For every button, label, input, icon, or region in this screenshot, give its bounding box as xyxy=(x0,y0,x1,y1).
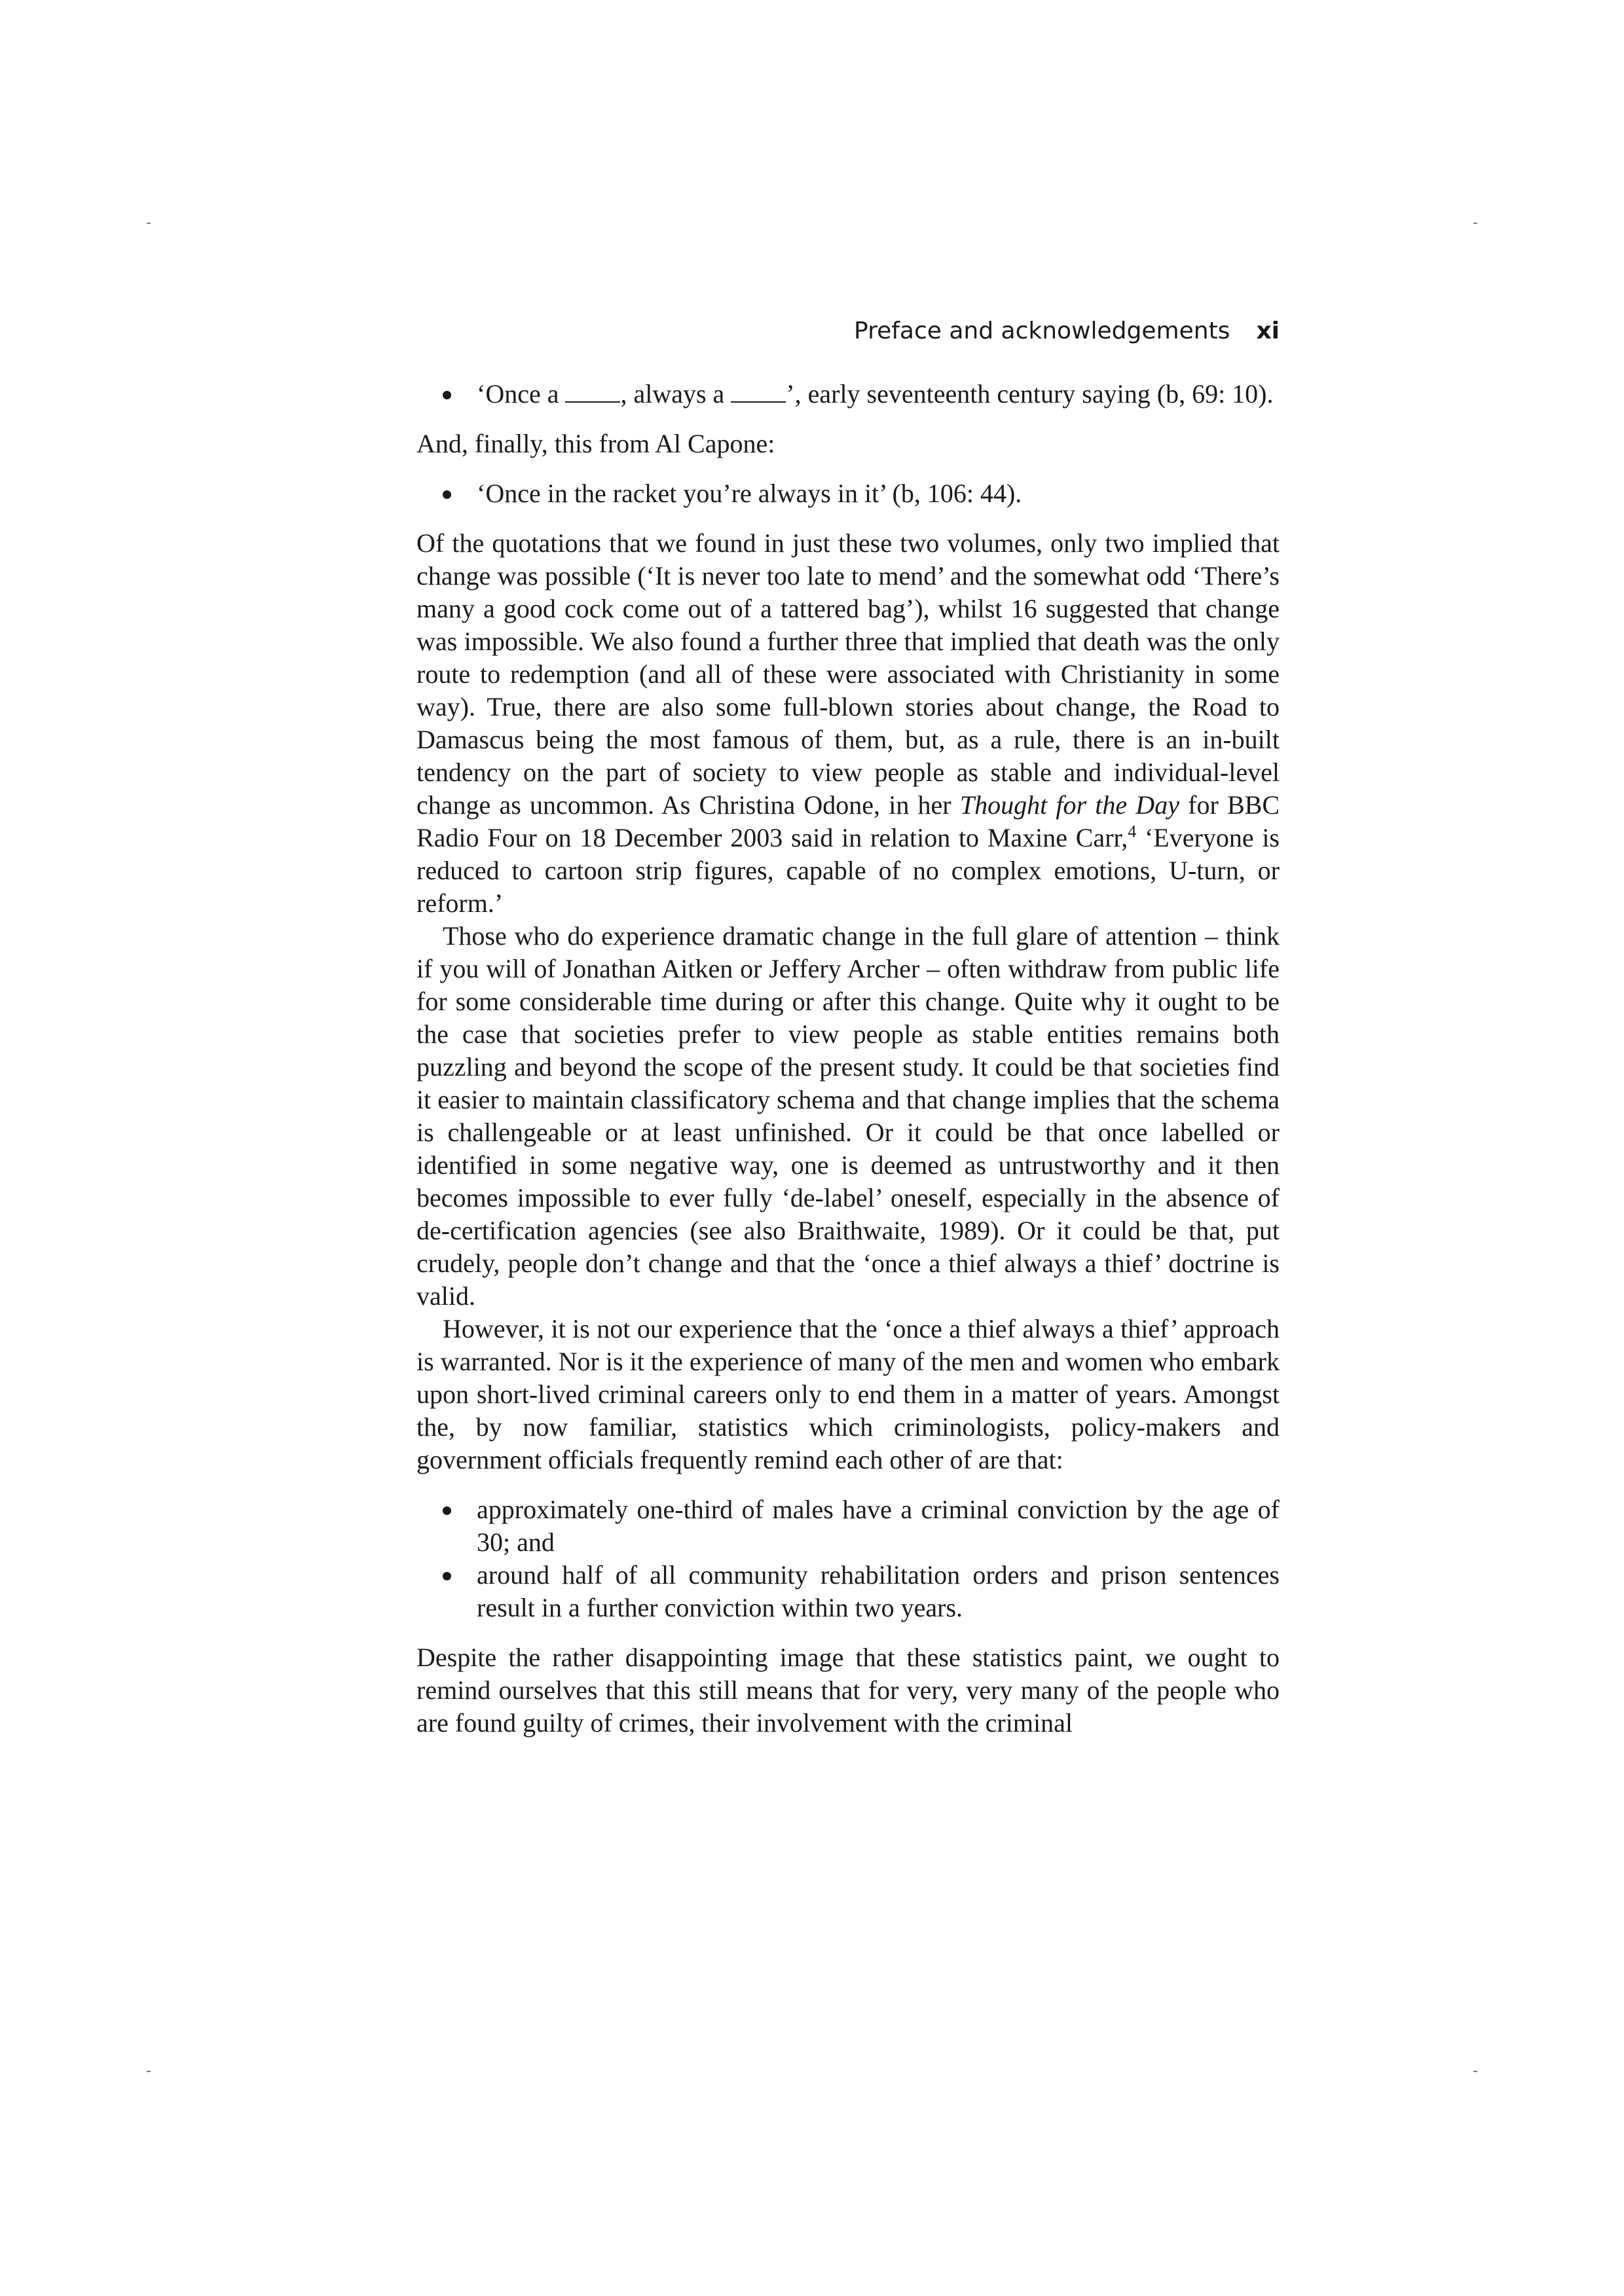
paragraph-however: However, it is not our experience that the ‘once a thief always a thief’ approach is warranted. Nor is it the experience of many of the men and women who embark upon short-lived criminal careers only to end them in a matter of years. Amongst the, by now familiar, statistics which criminologists, policy-makers and government officials frequently remind each other of are that: xyxy=(416,1314,1280,1474)
body-text xyxy=(416,378,1280,1740)
bullet-icon xyxy=(443,1572,451,1580)
saying-text-middle: , always a xyxy=(620,379,731,409)
paragraph-dramatic-change: Those who do experience dramatic change in the full glare of attention – think if you will of Jonathan Aitken or Jeffery Archer – often withdraw from public life for some considerable time during or after this change. Quite why it ought to be the case that societies prefer to view people as stable entities remains both puzzling and beyond the scope of the present study. It could be that societies find it easier to maintain classificatory schema and that change implies that the schema is challengeable or at least unfinished. Or it could be that once labelled or identified in some negative way, one is deemed as untrustworthy and it then becomes impossible to ever fully ‘de-label’ oneself, especially in the absence of de-certification agencies (see also Braithwaite, 1989). Or it could be that, put crudely, people don’t change and that the ‘once a thief always a thief’ doctrine is valid. xyxy=(416,921,1280,1311)
bullet-icon xyxy=(443,490,451,499)
running-head-title: Preface and acknowledgements xyxy=(854,318,1230,344)
bullet-list-sayings xyxy=(416,378,1280,410)
crop-mark-top-left xyxy=(147,223,151,224)
programme-title: Thought for the Day xyxy=(959,790,1179,820)
page-number: xi xyxy=(1256,318,1280,344)
paragraph-capone-intro: And, finally, this from Al Capone: xyxy=(416,429,775,458)
bullet-list-statistics xyxy=(416,1493,1280,1624)
paragraph-text: for BBC Radio Four on 18 December 2003 said in relation to Maxine Carr, xyxy=(416,790,1280,852)
crop-mark-bottom-left xyxy=(147,2071,151,2072)
list-item xyxy=(416,1559,1280,1624)
list-item xyxy=(416,477,1280,510)
crop-mark-bottom-right xyxy=(1473,2071,1477,2072)
capone-quote: ‘Once in the racket you’re always in it’ (b, 106: 44). xyxy=(477,479,1022,508)
paragraph-text: Of the quotations that we found in just these two volumes, only two implied that change was possible (‘It is never too late to mend’ and the somewhat odd ‘There’s many a good cock come out of a tattered bag’), whilst 16 suggested that change was impossible. We also found a further three that implied that death was the only route to redemption (and all of these were associated with Christianity in some way). True, there are also some full-blown stories about change, the Road to Damascus being the most famous of them, but, as a rule, there is an in-built tendency on the part of society to view people as stable and individual-level change as uncommon. As Christina Odone, in her xyxy=(416,528,1280,820)
bullet-icon xyxy=(443,1506,451,1515)
crop-mark-top-right xyxy=(1473,223,1477,224)
fill-in-blank xyxy=(731,380,786,403)
footnote-marker[interactable]: 4 xyxy=(1128,822,1137,841)
running-head xyxy=(416,314,1280,348)
paragraph-quotations xyxy=(416,527,1280,920)
list-item xyxy=(416,378,1280,410)
list-item xyxy=(416,1493,1280,1559)
saying-text-end: ’, early seventeenth century saying (b, 69: 10). xyxy=(786,379,1274,409)
bullet-list-capone xyxy=(416,477,1280,510)
paragraph-text: ‘Everyone is reduced to cartoon strip figures, capable of no complex emotions, U-turn, or reform.’ xyxy=(416,823,1280,918)
bullet-icon xyxy=(443,391,451,399)
statistic-text: around half of all community rehabilitation orders and prison sentences result in a further conviction within two years. xyxy=(477,1560,1280,1622)
saying-text-start: ‘Once a xyxy=(477,379,566,409)
statistic-text: approximately one-third of males have a criminal conviction by the age of 30; and xyxy=(477,1495,1280,1557)
paragraph-despite: Despite the rather disappointing image that these statistics paint, we ought to remind ourselves that this still means that for very, very many of the people who are found guilty of crimes, their involvement with the criminal xyxy=(416,1643,1280,1738)
fill-in-blank xyxy=(565,380,620,403)
